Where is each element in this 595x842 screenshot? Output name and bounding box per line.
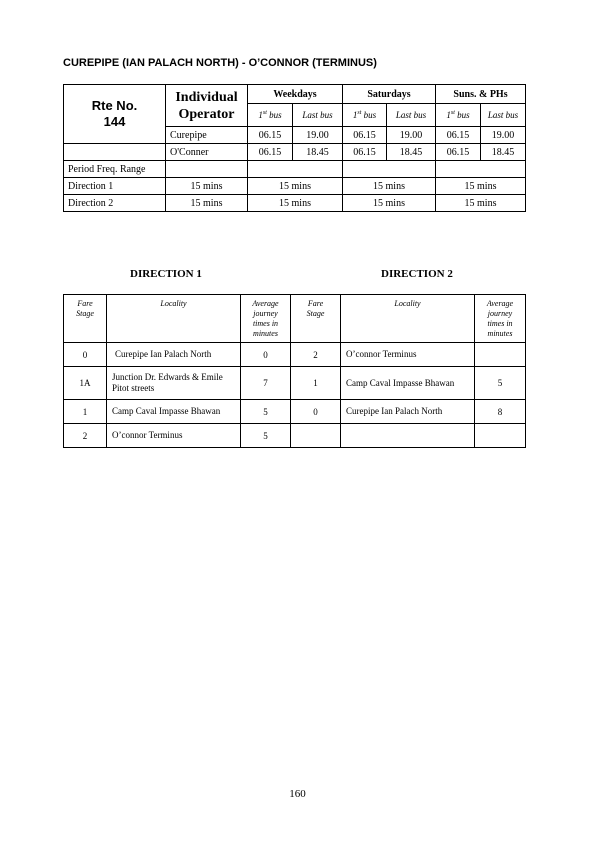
- journey-time-cell: 7: [241, 367, 291, 400]
- time-cell: 06.15: [436, 127, 481, 144]
- time-cell: 06.15: [343, 127, 387, 144]
- journey-time-header: Average journey times in minutes: [475, 295, 526, 343]
- fare-stage-cell: [291, 424, 341, 448]
- operator-row-name: O'Conner: [166, 144, 248, 161]
- table-row: [64, 367, 526, 400]
- period-label: Period Freq. Range: [64, 161, 166, 178]
- fare-stage-header: Fare Stage: [291, 295, 341, 343]
- frequency-row-name: Direction 2: [64, 195, 166, 212]
- time-cell: 06.15: [248, 127, 293, 144]
- weekdays-header: Weekdays: [248, 85, 343, 104]
- first-bus-header: 1st bus: [248, 104, 293, 127]
- journey-time-cell: 5: [241, 424, 291, 448]
- fare-stage-cell: 0: [291, 400, 341, 424]
- fare-stage-cell: 2: [64, 424, 107, 448]
- time-cell: 19.00: [293, 127, 343, 144]
- locality-cell: O’connor Terminus: [341, 343, 475, 367]
- journey-time-cell: [475, 424, 526, 448]
- locality-header: Locality: [341, 295, 475, 343]
- locality-cell: Junction Dr. Edwards & Emile Pitot streets: [107, 367, 241, 400]
- locality-cell: Curepipe Ian Palach North: [107, 343, 241, 367]
- page-number: 160: [289, 788, 306, 800]
- page-title: CUREPIPE (IAN PALACH NORTH) - O’CONNOR (TERMINUS): [63, 57, 377, 69]
- locality-cell: Camp Caval Impasse Bhawan: [107, 400, 241, 424]
- operator-header: Individual Operator: [166, 85, 248, 127]
- journey-time-cell: 5: [241, 400, 291, 424]
- frequency-cell: 15 mins: [436, 178, 526, 195]
- journey-time-header: Average journey times in minutes: [241, 295, 291, 343]
- operator-row-name: Curepipe: [166, 127, 248, 144]
- time-cell: 06.15: [248, 144, 293, 161]
- table-row: [64, 343, 526, 367]
- frequency-cell: 15 mins: [166, 178, 248, 195]
- route-label: Rte No.: [91, 98, 138, 113]
- journey-time-cell: 5: [475, 367, 526, 400]
- locality-cell: Curepipe Ian Palach North: [341, 400, 475, 424]
- journey-time-cell: [475, 343, 526, 367]
- frequency-row-name: Direction 1: [64, 178, 166, 195]
- saturdays-header: Saturdays: [343, 85, 436, 104]
- time-cell: 19.00: [481, 127, 526, 144]
- fare-stage-cell: 1A: [64, 367, 107, 400]
- last-bus-header: Last bus: [481, 104, 526, 127]
- frequency-cell: 15 mins: [166, 195, 248, 212]
- frequency-cell: 15 mins: [343, 195, 436, 212]
- time-cell: 18.45: [387, 144, 436, 161]
- fare-stage-cell: 0: [64, 343, 107, 367]
- route-number-cell: [64, 85, 166, 144]
- fare-stage-table: [63, 294, 526, 448]
- table-row: [64, 424, 526, 448]
- fare-stage-header: Fare Stage: [64, 295, 107, 343]
- frequency-cell: 15 mins: [343, 178, 436, 195]
- locality-cell: O’connor Terminus: [107, 424, 241, 448]
- last-bus-header: Last bus: [387, 104, 436, 127]
- time-cell: 06.15: [436, 144, 481, 161]
- locality-header: Locality: [107, 295, 241, 343]
- first-bus-header: 1st bus: [343, 104, 387, 127]
- route-number: 144: [103, 114, 126, 129]
- time-cell: 18.45: [293, 144, 343, 161]
- direction-2-title: DIRECTION 2: [381, 268, 453, 280]
- frequency-cell: 15 mins: [248, 195, 343, 212]
- first-bus-header: 1st bus: [436, 104, 481, 127]
- fare-stage-cell: 1: [291, 367, 341, 400]
- journey-time-cell: 0: [241, 343, 291, 367]
- schedule-table: [63, 84, 526, 212]
- fare-stage-cell: 2: [291, 343, 341, 367]
- frequency-cell: 15 mins: [436, 195, 526, 212]
- direction-1-title: DIRECTION 1: [130, 268, 202, 280]
- fare-stage-cell: 1: [64, 400, 107, 424]
- time-cell: 06.15: [343, 144, 387, 161]
- journey-time-cell: 8: [475, 400, 526, 424]
- table-row: [64, 400, 526, 424]
- sundays-header: Suns. & PHs: [436, 85, 526, 104]
- frequency-cell: 15 mins: [248, 178, 343, 195]
- locality-cell: [341, 424, 475, 448]
- time-cell: 18.45: [481, 144, 526, 161]
- locality-cell: Camp Caval Impasse Bhawan: [341, 367, 475, 400]
- last-bus-header: Last bus: [293, 104, 343, 127]
- time-cell: 19.00: [387, 127, 436, 144]
